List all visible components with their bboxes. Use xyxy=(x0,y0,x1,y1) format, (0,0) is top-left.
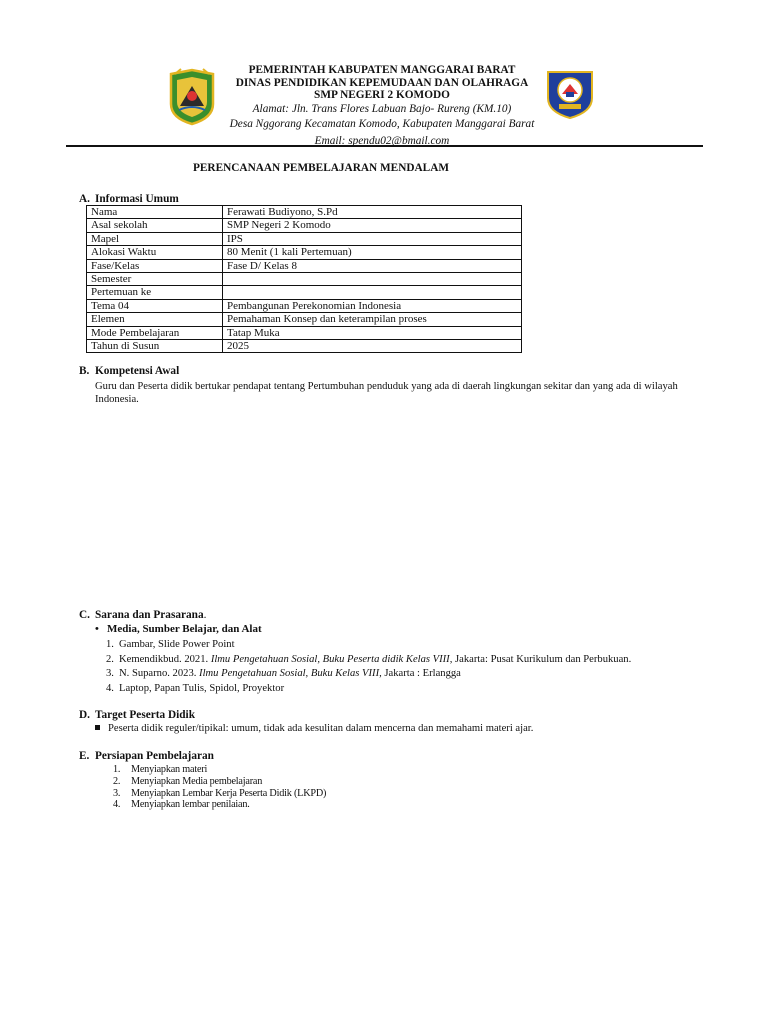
item-text: Gambar, Slide Power Point xyxy=(119,639,235,650)
item-number: 1. xyxy=(113,764,121,775)
target-list-item xyxy=(95,723,533,734)
item-text: Menyiapkan Media pembelajaran xyxy=(131,775,263,787)
table-row xyxy=(87,232,522,245)
info-key-cell: Mode Pembelajaran xyxy=(87,326,223,339)
table-row xyxy=(87,206,522,219)
section-title: Informasi Umum xyxy=(95,193,179,205)
item-text: Laptop, Papan Tulis, Spidol, Proyektor xyxy=(119,682,285,694)
item-number: 2. xyxy=(113,775,121,787)
letterhead xyxy=(0,64,768,148)
info-value-cell: Fase D/ Kelas 8 xyxy=(223,259,522,272)
media-list xyxy=(106,638,631,696)
title-suffix: . xyxy=(203,609,207,621)
item-number: 2. xyxy=(106,653,114,665)
list-item xyxy=(113,764,326,776)
initial-competence-text: Guru dan Peserta didik bertukar pendapat tentang Pertumbuhan penduduk yang ada di daerah lingkungan sekitar dan yang ada di wilayah Indonesia. xyxy=(95,381,678,405)
section-title: Target Peserta Didik xyxy=(95,709,195,721)
item-title: Ilmu Pengetahuan Sosial, Buku Peserta didik Kelas VIII, xyxy=(210,653,453,665)
general-info-table xyxy=(86,205,522,353)
section-letter: C. xyxy=(79,609,90,621)
section-letter: A. xyxy=(79,193,90,205)
info-key-cell: Tahun di Susun xyxy=(87,340,223,353)
document-title: PERENCANAAN PEMBELAJARAN MENDALAM xyxy=(192,162,450,174)
list-item xyxy=(106,682,631,697)
school-shield-logo xyxy=(544,68,596,120)
info-key-cell: Semester xyxy=(87,273,223,286)
table-row xyxy=(87,326,522,339)
section-letter: B. xyxy=(79,365,90,377)
item-number: 4. xyxy=(106,682,114,694)
info-value-cell: Pembangunan Perekonomian Indonesia xyxy=(223,299,522,312)
list-item xyxy=(113,788,326,800)
table-row xyxy=(87,299,522,312)
section-title: Persiapan Pembelajaran xyxy=(95,750,214,762)
subheading-text: Media, Sumber Belajar, dan Alat xyxy=(107,623,262,635)
department-line: DINAS PENDIDIKAN KEPEMUDAAN DAN OLAHRAGA xyxy=(235,76,529,89)
government-line: PEMERINTAH KABUPATEN MANGGARAI BARAT xyxy=(248,64,516,76)
target-text: Peserta didik reguler/tipikal: umum, tidak ada kesulitan dalam mencerna dan memahami materi ajar. xyxy=(108,723,534,734)
info-value-cell: SMP Negeri 2 Komodo xyxy=(223,219,522,232)
info-key-cell: Asal sekolah xyxy=(87,219,223,232)
list-item xyxy=(113,799,326,811)
table-row xyxy=(87,313,522,326)
kabupaten-crest-logo xyxy=(167,68,217,126)
letterhead-text xyxy=(220,64,544,149)
school-name: SMP NEGERI 2 KOMODO xyxy=(314,89,450,102)
info-key-cell: Nama xyxy=(87,206,223,219)
table-row xyxy=(87,219,522,232)
item-text-end: Jakarta : Erlangga xyxy=(381,668,461,680)
item-text: Menyiapkan lembar penilaian. xyxy=(131,799,250,811)
info-key-cell: Mapel xyxy=(87,232,223,245)
info-value-cell xyxy=(223,286,522,299)
info-value-cell: Ferawati Budiyono, S.Pd xyxy=(223,206,522,219)
info-key-cell: Pertemuan ke xyxy=(87,286,223,299)
item-text: Kemendikbud. 2021. xyxy=(119,653,211,665)
item-title: Ilmu Pengetahuan Sosial, Buku Kelas VIII, xyxy=(199,668,382,680)
list-item xyxy=(106,638,631,653)
header-divider xyxy=(66,145,703,147)
info-key-cell: Fase/Kelas xyxy=(87,259,223,272)
info-value-cell: Tatap Muka xyxy=(223,326,522,339)
section-c-heading xyxy=(79,609,206,621)
section-title: Kompetensi Awal xyxy=(95,365,180,377)
info-value-cell: 80 Menit (1 kali Pertemuan) xyxy=(223,246,522,259)
info-key-cell: Alokasi Waktu xyxy=(87,246,223,259)
section-b-heading xyxy=(79,365,179,377)
email-label: Email: xyxy=(314,134,349,147)
item-text: Menyiapkan Lembar Kerja Peserta Didik (LKPD) xyxy=(131,787,327,799)
info-value-cell: Pemahaman Konsep dan keterampilan proses xyxy=(223,313,522,326)
item-number: 1. xyxy=(106,639,114,650)
media-subheading xyxy=(95,623,262,635)
table-row xyxy=(87,286,522,299)
info-value-cell: IPS xyxy=(223,232,522,245)
item-text: Menyiapkan materi xyxy=(131,764,208,775)
preparation-list xyxy=(113,764,326,811)
table-row xyxy=(87,340,522,353)
item-text: N. Suparno. 2023. xyxy=(119,668,200,680)
info-key-cell: Elemen xyxy=(87,313,223,326)
table-row xyxy=(87,246,522,259)
section-d-heading xyxy=(79,709,195,721)
section-a-heading xyxy=(79,193,179,205)
list-item xyxy=(113,776,326,788)
list-item xyxy=(106,653,631,668)
list-item xyxy=(106,667,631,682)
item-number: 3. xyxy=(113,787,121,799)
info-key-cell: Tema 04 xyxy=(87,299,223,312)
section-e-heading xyxy=(79,750,214,762)
item-text-end: Jakarta: Pusat Kurikulum dan Perbukuan. xyxy=(452,653,632,665)
address-line: Alamat: Jln. Trans Flores Labuan Bajo- Rureng (KM.10) xyxy=(252,102,512,115)
info-value-cell: 2025 xyxy=(223,340,522,353)
item-number: 4. xyxy=(113,799,121,811)
bullet-icon: • xyxy=(95,623,99,635)
item-number: 3. xyxy=(106,668,114,680)
square-bullet-icon xyxy=(95,725,100,730)
section-letter: E. xyxy=(79,750,90,762)
table-row xyxy=(87,273,522,286)
address-line-2: Desa Nggorang Kecamatan Komodo, Kabupaten Manggarai Barat xyxy=(229,118,535,131)
table-row xyxy=(87,259,522,272)
section-title: Sarana dan Prasarana xyxy=(95,609,204,621)
info-value-cell xyxy=(223,273,522,286)
section-letter: D. xyxy=(79,709,90,721)
email-link[interactable]: spendu02@bmail.com xyxy=(348,134,450,147)
